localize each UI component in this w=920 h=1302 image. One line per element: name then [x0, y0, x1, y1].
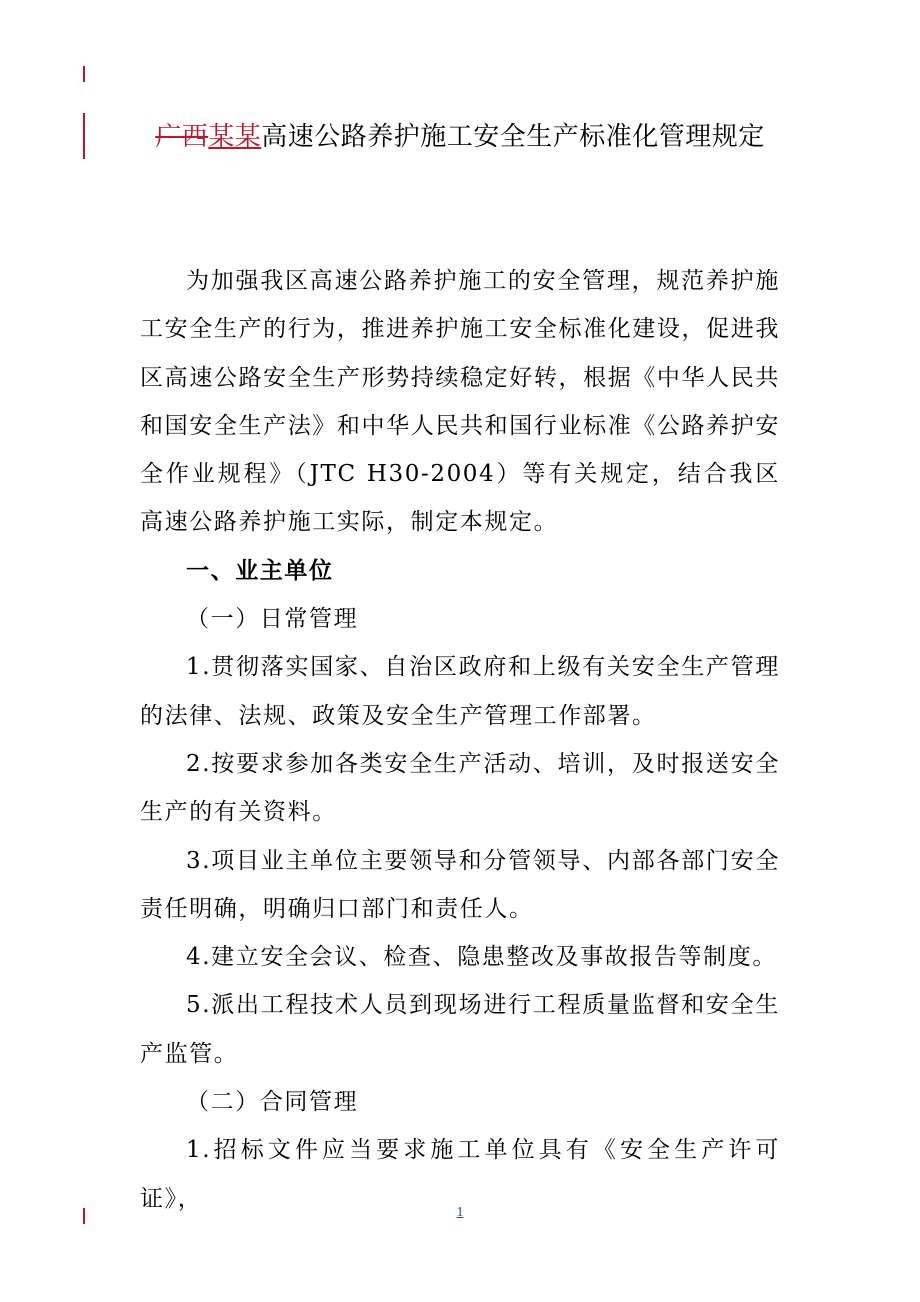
list-item: 1.贯彻落实国家、自治区政府和上级有关安全生产管理的法律、法规、政策及安全生产管理工作部署。: [140, 654, 780, 729]
list-item: 4.建立安全会议、检查、隐患整改及事故报告等制度。: [186, 944, 777, 971]
title-inserted-text: 某某: [208, 122, 262, 152]
intro-paragraph: 为加强我区高速公路养护施工的安全管理，规范养护施工安全生产的行为，推进养护施工安全标准化建设，促进我区高速公路安全生产形势持续稳定好转，根据《中华人民共和国安全生产法》和中华人民共和国行业标准《公路养护安全作业规程》（JTC H30-2004）等有关规定，结合我区高速公路养护施工实际，制定本规定。: [140, 268, 780, 536]
title-main-text: 高速公路养护施工安全生产标准化管理规定: [261, 122, 765, 152]
revision-bar-top: [83, 66, 85, 82]
list-item: 3.项目业主单位主要领导和分管领导、内部各部门安全责任明确，明确归口部门和责任人。: [140, 847, 780, 922]
list-item: 5.派出工程技术人员到现场进行工程质量监督和安全生产监管。: [140, 992, 780, 1067]
revision-bar-bottom: [83, 1208, 85, 1224]
page-number: 1: [456, 1205, 464, 1220]
subsection-heading: （二）合同管理: [186, 1089, 359, 1116]
revision-bar-title: [83, 113, 85, 159]
document-title: [140, 113, 780, 161]
subsection-heading: （一）日常管理: [186, 606, 359, 633]
section-heading: 一、业主单位: [186, 556, 334, 584]
title-deleted-text: 广西: [155, 122, 209, 152]
list-item: 2.按要求参加各类安全生产活动、培训，及时报送安全生产的有关资料。: [140, 750, 780, 826]
document-body: [140, 257, 780, 1223]
list-item: 1.招标文件应当要求施工单位具有《安全生产许可证》，: [140, 1137, 780, 1212]
